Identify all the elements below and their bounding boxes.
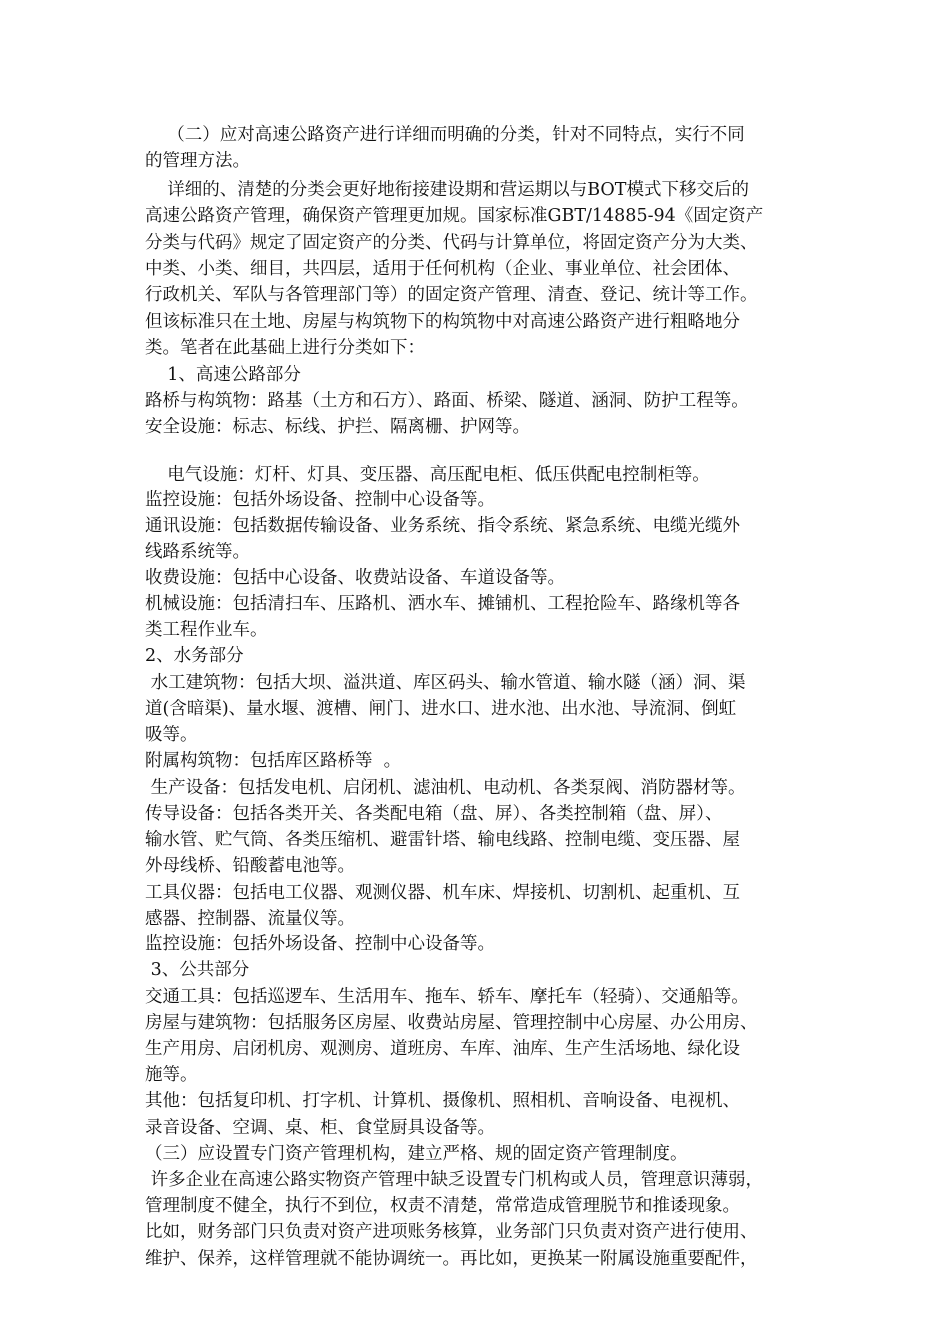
text-line: 路桥与构筑物：路基（土方和石方）、路面、桥梁、隧道、涵洞、防护工程等。 bbox=[145, 391, 749, 411]
text-line: 输水管、贮气筒、各类压缩机、避雷针塔、输电线路、控制电缆、变压器、屋 bbox=[145, 830, 740, 850]
text-line: 类。笔者在此基础上进行分类如下： bbox=[145, 338, 425, 358]
text-line: 中类、小类、细目，共四层，适用于任何机构（企业、事业单位、社会团体、 bbox=[145, 259, 740, 279]
text-line: 分类与代码》规定了固定资产的分类、代码与计算单位，将固定资产分为大类、 bbox=[145, 233, 758, 253]
text-line: 外母线桥、铅酸蓄电池等。 bbox=[145, 856, 355, 876]
text-line: 比如，财务部门只负责对资产进项账务核算，业务部门只负责对资产进行使用、 bbox=[145, 1222, 758, 1242]
text-line: 附属构筑物：包括库区路桥等 。 bbox=[145, 751, 402, 771]
text-line: 房屋与建筑物：包括服务区房屋、收费站房屋、管理控制中心房屋、办公用房、 bbox=[145, 1013, 758, 1033]
text-line: 感器、控制器、流量仪等。 bbox=[145, 909, 355, 929]
text-line: 监控设施：包括外场设备、控制中心设备等。 bbox=[145, 934, 495, 954]
text-line: 录音设备、空调、桌、柜、食堂厨具设备等。 bbox=[145, 1118, 495, 1138]
text-line: 机械设施：包括清扫车、压路机、洒水车、摊铺机、工程抢险车、路缘机等各 bbox=[145, 594, 740, 614]
text-line: 电气设施：灯杆、灯具、变压器、高压配电柜、低压供配电控制柜等。 bbox=[145, 465, 710, 485]
text-line: 1、高速公路部分 bbox=[145, 365, 301, 385]
text-line: 的管理方法。 bbox=[145, 151, 250, 171]
text-line: 许多企业在高速公路实物资产管理中缺乏设置专门机构或人员，管理意识薄弱， bbox=[145, 1170, 764, 1190]
text-line: 生产用房、启闭机房、观测房、道班房、车库、油库、生产生活场地、绿化设 bbox=[145, 1039, 740, 1059]
text-line: （二）应对高速公路资产进行详细而明确的分类，针对不同特点，实行不同 bbox=[145, 125, 745, 145]
text-line: 3、公共部分 bbox=[145, 960, 250, 980]
text-line: 传导设备：包括各类开关、各类配电箱（盘、屏）、各类控制箱（盘、屏）、 bbox=[145, 804, 723, 824]
text-line: 水工建筑物：包括大坝、溢洪道、库区码头、输水管道、输水隧（涵）洞、渠 bbox=[145, 673, 746, 693]
text-line: 维护、保养，这样管理就不能协调统一。再比如，更换某一附属设施重要配件， bbox=[145, 1249, 758, 1269]
text-line: 线路系统等。 bbox=[145, 542, 250, 562]
text-line: 管理制度不健全，执行不到位，权责不清楚，常常造成管理脱节和推诿现象。 bbox=[145, 1196, 740, 1216]
text-line: 但该标准只在土地、房屋与构筑物下的构筑物中对高速公路资产进行粗略地分 bbox=[145, 312, 740, 332]
text-line: 行政机关、军队与各管理部门等）的固定资产管理、清查、登记、统计等工作。 bbox=[145, 285, 758, 305]
text-line: 交通工具：包括巡逻车、生活用车、拖车、轿车、摩托车（轻骑）、交通船等。 bbox=[145, 987, 749, 1007]
text-line: 监控设施：包括外场设备、控制中心设备等。 bbox=[145, 490, 495, 510]
text-line: 2、水务部分 bbox=[145, 646, 244, 666]
text-line: 其他：包括复印机、打字机、计算机、摄像机、照相机、音响设备、电视机、 bbox=[145, 1091, 740, 1111]
text-line: 通讯设施：包括数据传输设备、业务系统、指令系统、紧急系统、电缆光缆外 bbox=[145, 516, 740, 536]
text-line: 道(含暗渠)、量水堰、渡槽、闸门、进水口、进水池、出水池、导流洞、倒虹 bbox=[145, 699, 737, 719]
text-line: 生产设备：包括发电机、启闭机、滤油机、电动机、各类泵阀、消防器材等。 bbox=[145, 778, 746, 798]
text-line: 类工程作业车。 bbox=[145, 620, 268, 640]
text-line: 安全设施：标志、标线、护拦、隔离栅、护网等。 bbox=[145, 417, 530, 437]
text-line: （三）应设置专门资产管理机构，建立严格、规的固定资产管理制度。 bbox=[145, 1144, 688, 1164]
text-line: 施等。 bbox=[145, 1065, 198, 1085]
text-line: 收费设施：包括中心设备、收费站设备、车道设备等。 bbox=[145, 568, 565, 588]
text-line: 详细的、清楚的分类会更好地衔接建设期和营运期以与BOT模式下移交后的 bbox=[145, 180, 749, 200]
text-line: 工具仪器：包括电工仪器、观测仪器、机车床、焊接机、切割机、起重机、互 bbox=[145, 883, 740, 903]
text-line: 高速公路资产管理，确保资产管理更加规。国家标准GBT/14885-94《固定资产 bbox=[145, 206, 764, 226]
text-line: 吸等。 bbox=[145, 725, 198, 745]
